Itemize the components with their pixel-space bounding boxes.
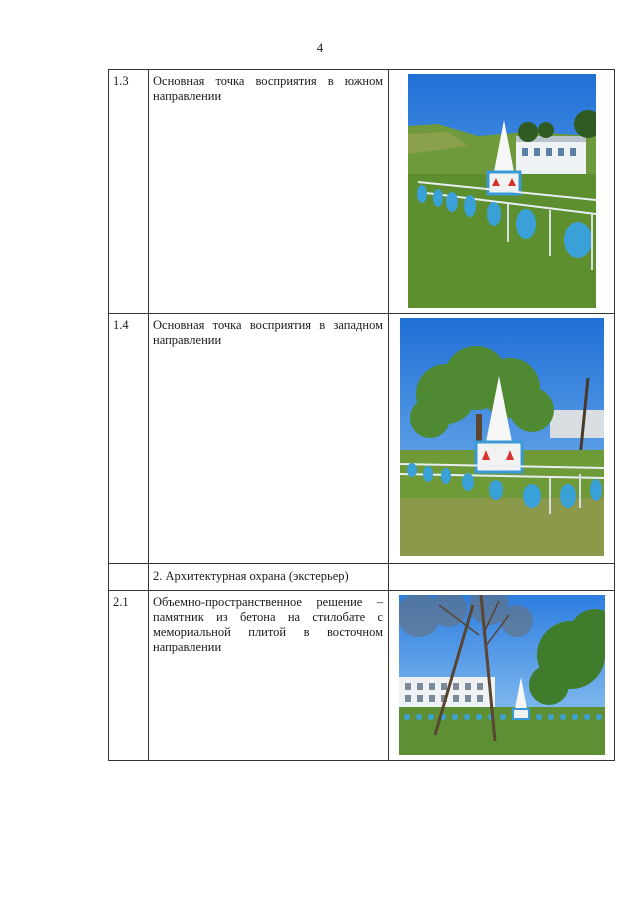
row-description: Основная точка восприятия в западном направлении: [149, 314, 389, 564]
photo-cell: [389, 591, 615, 761]
section-title: 2. Архитектурная охрана (экстерьер): [149, 564, 389, 591]
monument-photo-south: [408, 74, 596, 308]
table-row: [109, 591, 615, 761]
photo-cell: [389, 314, 615, 564]
table-row: [109, 314, 615, 564]
row-number: 1.3: [109, 70, 149, 314]
row-number: 1.4: [109, 314, 149, 564]
section-row: [109, 564, 615, 591]
monument-photo-east: [399, 595, 605, 755]
table-row: [109, 70, 615, 314]
section-empty-cell: [389, 564, 615, 591]
row-number: 2.1: [109, 591, 149, 761]
monument-table: [108, 69, 615, 761]
monument-photo-west: [400, 318, 604, 556]
row-description: Основная точка восприятия в южном направлении: [149, 70, 389, 314]
photo-cell: [389, 70, 615, 314]
section-empty-cell: [109, 564, 149, 591]
row-description: Объемно-пространственное решение – памятник из бетона на стилобате с мемориальной плитой в восточном направлении: [149, 591, 389, 761]
page-number: 4: [316, 40, 324, 55]
